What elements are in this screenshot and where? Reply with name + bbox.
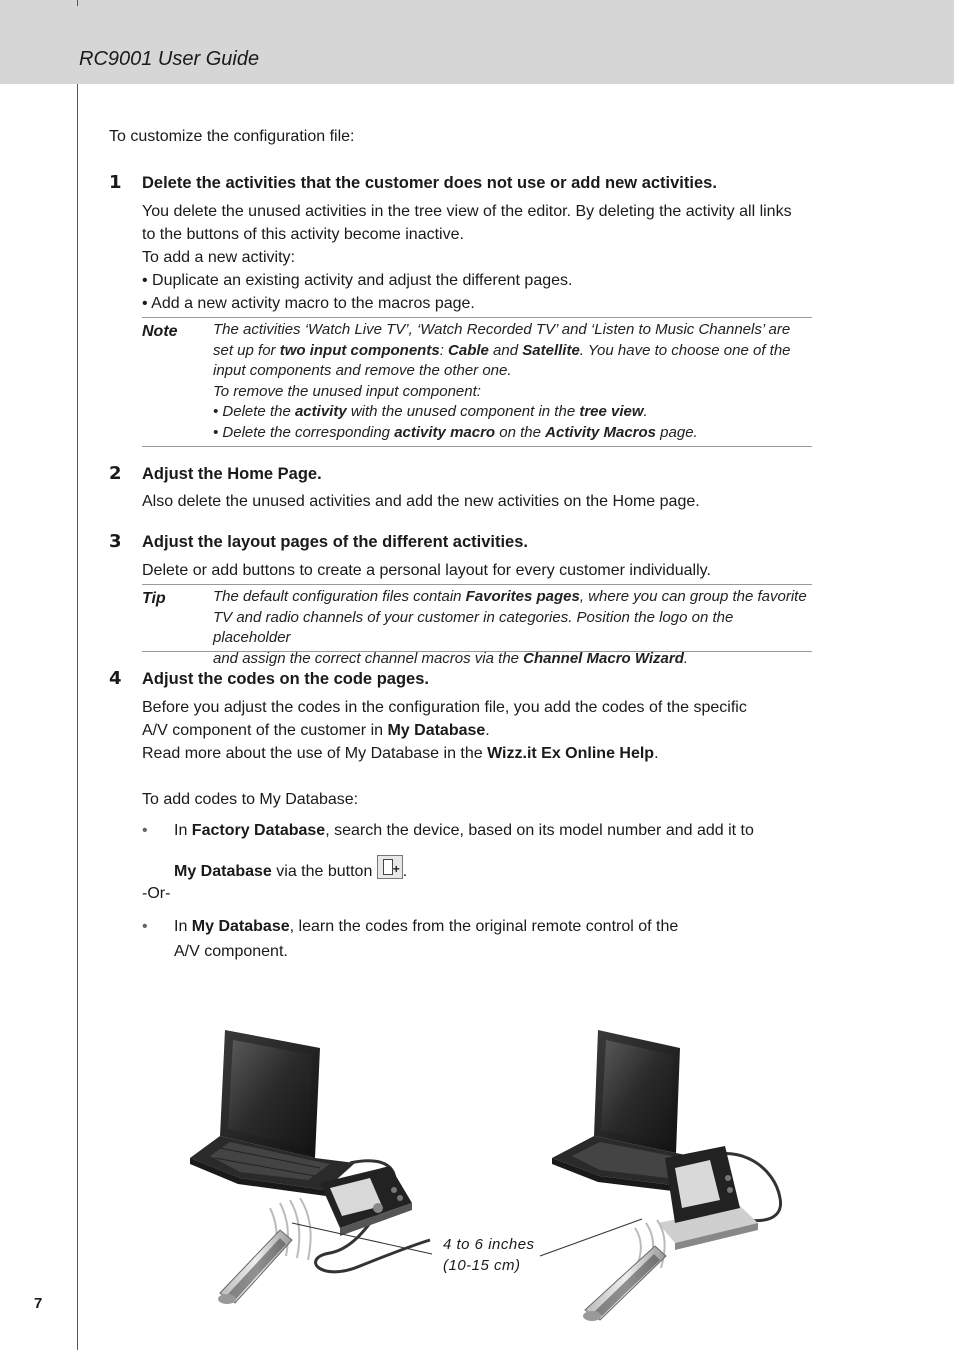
note-text	[213, 320, 813, 443]
laptop-left	[190, 1030, 355, 1196]
bullet-text: In My Database, learn the codes from the original remote control of the	[174, 918, 679, 935]
tip-line: and assign the correct channel macros via the Channel Macro Wizard.	[213, 649, 689, 667]
page-number: 7	[34, 1295, 43, 1312]
step-1-bullet: • Add a new activity macro to the macros page.	[142, 295, 475, 312]
rc9001-right-on-cradle	[658, 1146, 758, 1250]
step-4-number: 4	[109, 668, 122, 689]
distance-caption	[443, 1234, 535, 1276]
step-4-text: Read more about the use of My Database in the Wizz.it Ex Online Help.	[142, 745, 659, 762]
tip-line: TV and radio channels of your customer in categories. Position the logo on the placeholder	[213, 608, 734, 646]
margin-rule	[77, 84, 78, 1350]
note-line: To remove the unused input component:	[213, 382, 481, 400]
step-1-text: to the buttons of this activity become inactive.	[142, 226, 464, 243]
note-line: input components and remove the other one.	[213, 362, 512, 379]
step-3-heading: Adjust the layout pages of the different activities.	[142, 533, 528, 551]
note-label: Note	[142, 323, 178, 340]
step-4-text: A/V component of the customer in My Database.	[142, 722, 490, 739]
bullet-marker: •	[142, 918, 148, 935]
intro-text: To customize the configuration file:	[109, 128, 355, 145]
step-4-heading: Adjust the codes on the code pages.	[142, 670, 429, 688]
caption-line: (10-15 cm)	[443, 1257, 521, 1274]
original-remote-left	[218, 1230, 292, 1304]
original-remote-right	[583, 1246, 666, 1321]
tip-line: The default configuration files contain Favorites pages, where you can group the favorite	[213, 588, 807, 605]
note-box	[142, 317, 812, 447]
bullet-text: A/V component.	[174, 943, 288, 960]
step-1-number: 1	[109, 172, 122, 193]
page-header-title: RC9001 User Guide	[79, 48, 260, 70]
note-line: • Delete the corresponding activity macro on the Activity Macros page.	[213, 423, 698, 441]
step-3-number: 3	[109, 531, 122, 552]
step-1-heading: Delete the activities that the customer does not use or add new activities.	[142, 174, 717, 192]
leader-line-right	[540, 1219, 642, 1256]
step-1-text: To add a new activity:	[142, 249, 295, 266]
step-3-text: Delete or add buttons to create a personal layout for every customer individually.	[142, 562, 711, 579]
tip-box	[142, 584, 812, 667]
step-2-heading: Adjust the Home Page.	[142, 465, 322, 483]
caption-line: 4 to 6 inches	[443, 1236, 535, 1253]
or-separator: -Or-	[142, 885, 171, 902]
step-1-text: You delete the unused activities in the tree view of the editor. By deleting the activity all links	[142, 203, 792, 220]
bullet-text: In Factory Database, search the device, based on its model number and add it to	[174, 822, 754, 839]
step-2-text: Also delete the unused activities and add the new activities on the Home page.	[142, 493, 700, 510]
bullet-marker: •	[142, 822, 148, 839]
step-2-number: 2	[109, 463, 122, 484]
step-4-text: To add codes to My Database:	[142, 791, 359, 808]
setup-illustration	[180, 1018, 820, 1328]
add-to-my-database-icon: +	[377, 855, 403, 879]
note-line: The activities ‘Watch Live TV’, ‘Watch Recorded TV’ and ‘Listen to Music Channels’ are	[213, 321, 791, 338]
note-line: set up for two input components: Cable and Satellite. You have to choose one of the	[213, 341, 791, 359]
step-4-text: Before you adjust the codes in the configuration file, you add the codes of the specific	[142, 699, 747, 716]
tip-label: Tip	[142, 590, 166, 607]
step-1-bullet: • Duplicate an existing activity and adjust the different pages.	[142, 272, 573, 289]
header-band	[0, 0, 954, 84]
bullet-text: My Database via the button + .	[174, 855, 407, 883]
note-line: • Delete the activity with the unused component in the tree view.	[213, 403, 648, 420]
tip-text	[213, 587, 813, 669]
margin-rule-top	[77, 0, 78, 6]
